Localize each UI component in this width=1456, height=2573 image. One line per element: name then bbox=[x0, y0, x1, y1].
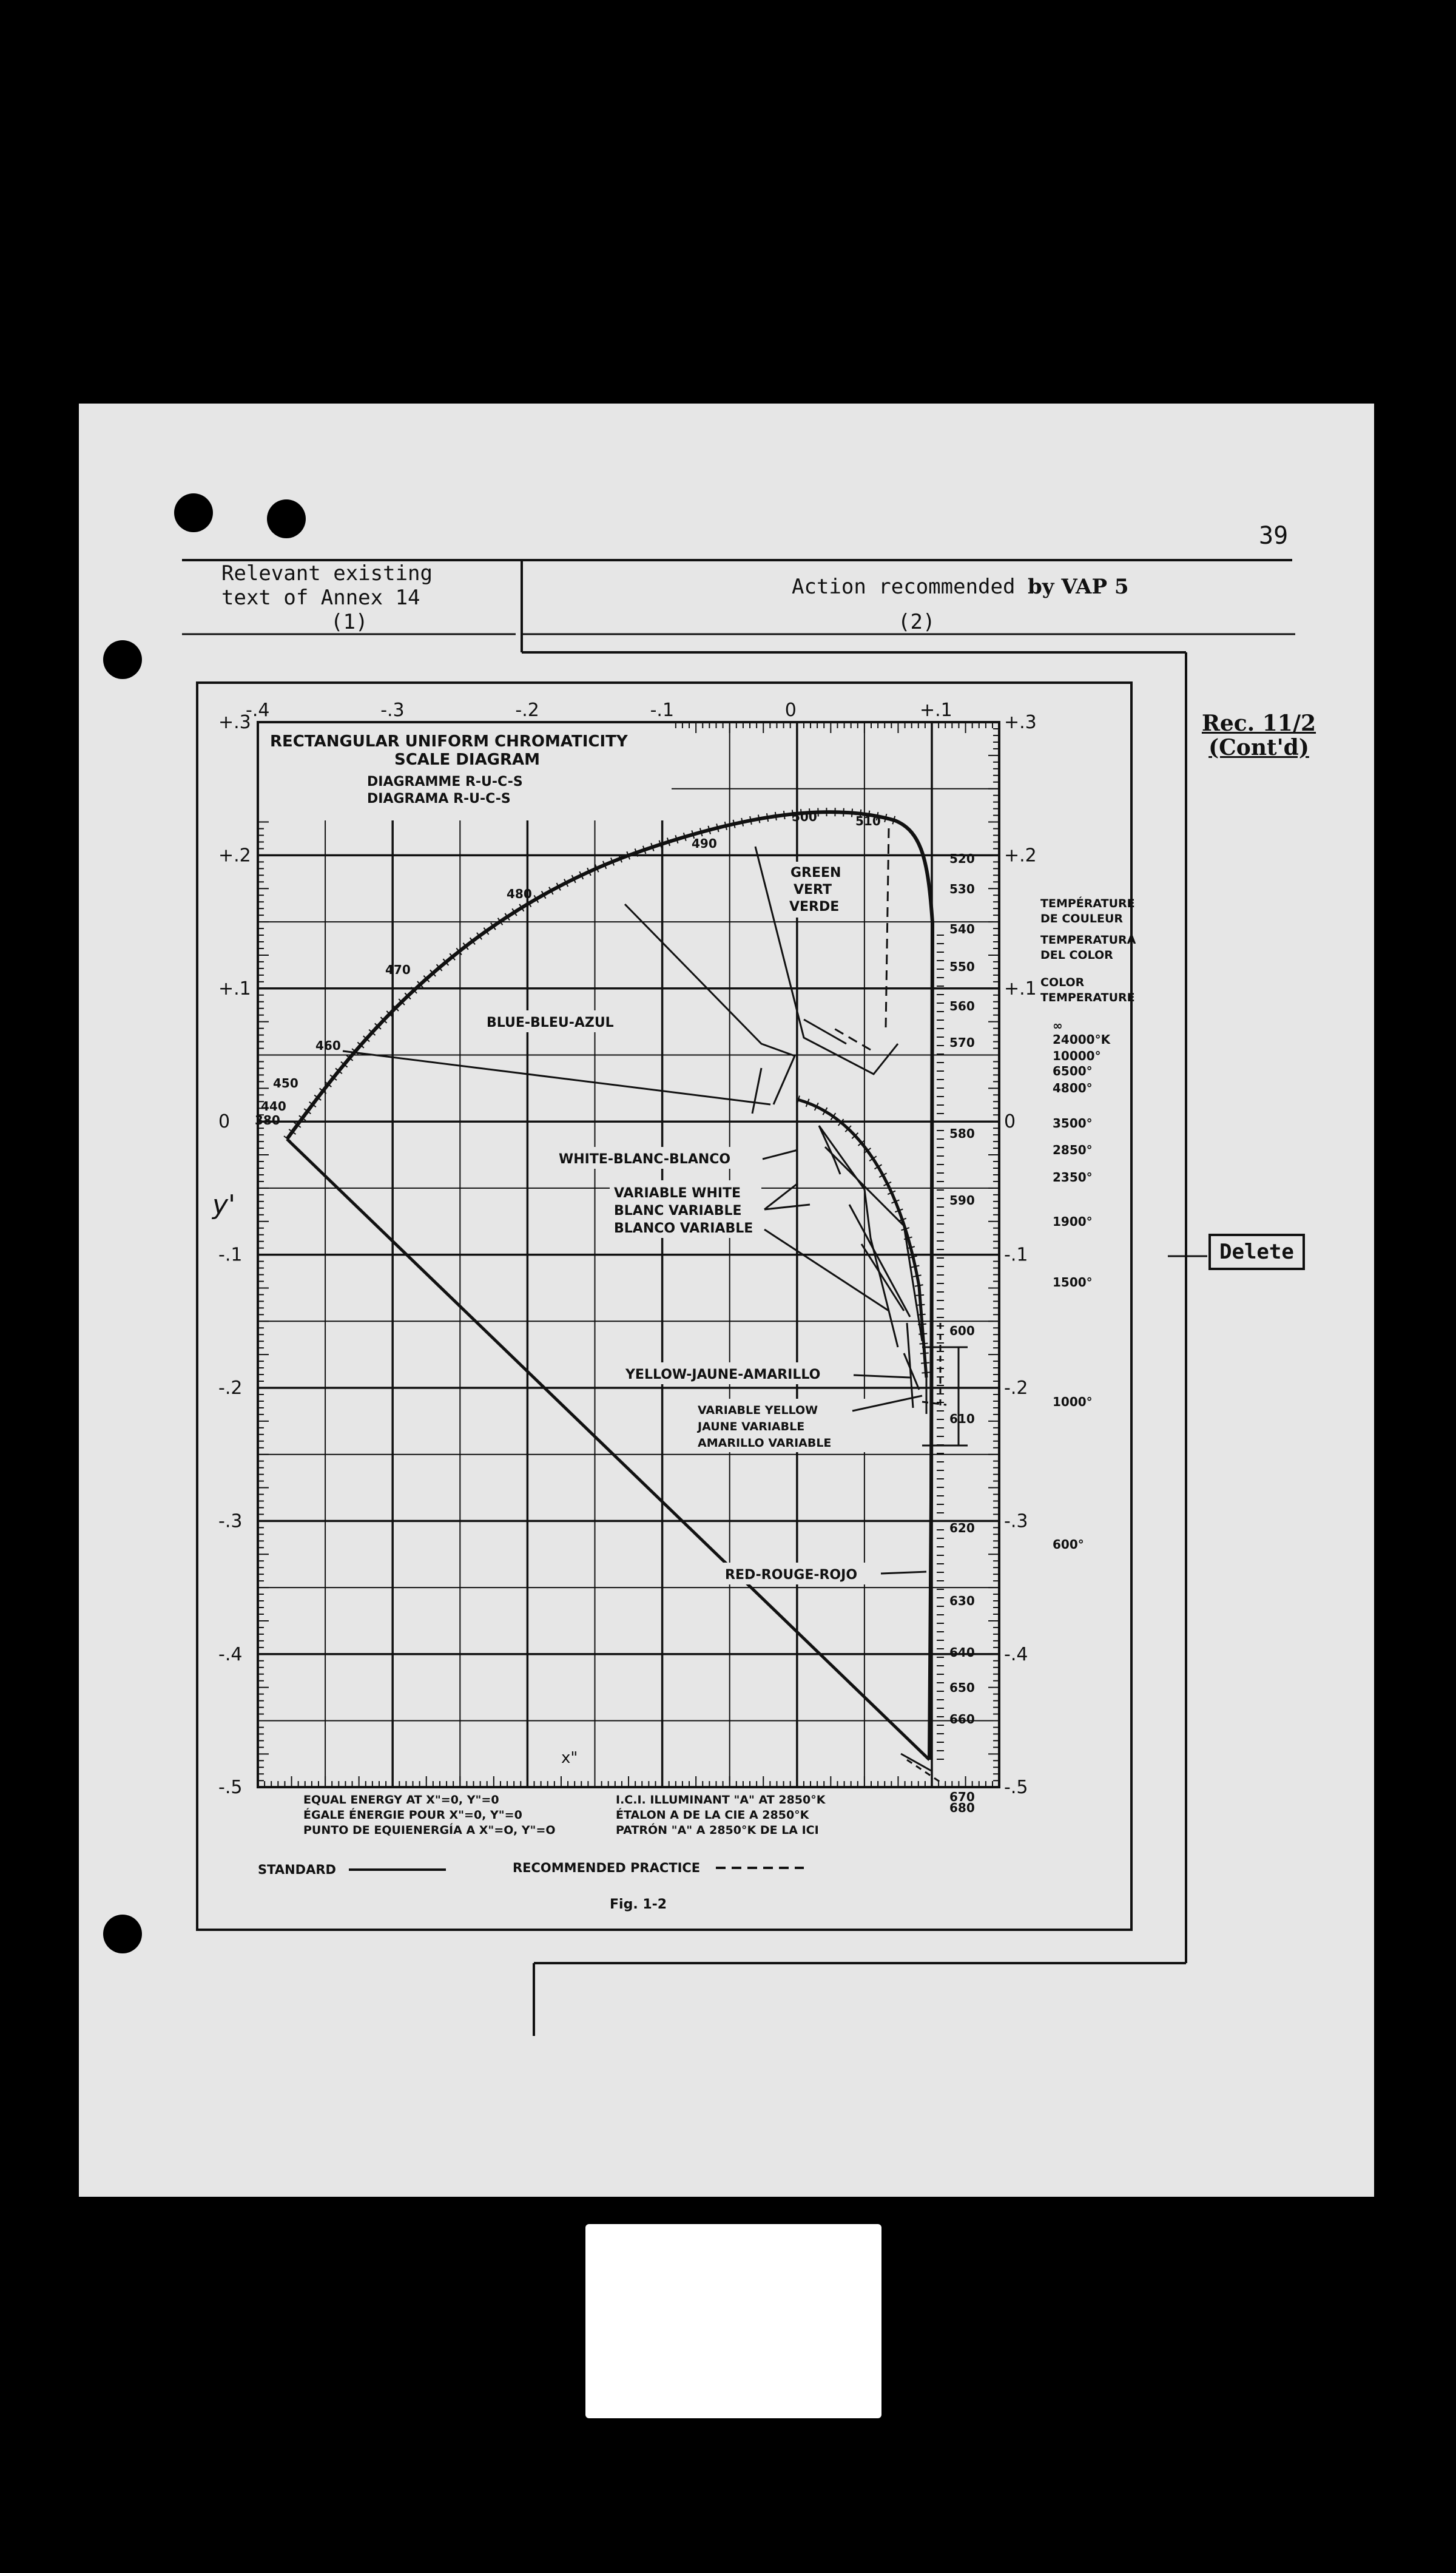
equal-energy-line: EQUAL ENERGY AT X"=0, Y"=0 bbox=[303, 1793, 499, 1807]
color-temp-value: 4800° bbox=[1053, 1081, 1093, 1095]
red-leader bbox=[881, 1572, 926, 1574]
diagram-title-es: DIAGRAMA R-U-C-S bbox=[367, 791, 511, 806]
diagram-title-line1: RECTANGULAR UNIFORM CHROMATICITY bbox=[270, 732, 628, 751]
y-tick-label-right: +.2 bbox=[1004, 845, 1037, 867]
label-variable-white-fr: BLANC VARIABLE bbox=[614, 1203, 742, 1219]
x-tick-labels bbox=[246, 700, 952, 721]
y-tick-label-left: -.2 bbox=[218, 1378, 243, 1399]
wavelength-label: 620 bbox=[949, 1521, 975, 1535]
wavelength-label: 550 bbox=[949, 959, 975, 974]
color-temperature-values bbox=[1053, 1018, 1111, 1552]
y-tick-label-right: -.3 bbox=[1004, 1510, 1028, 1532]
color-temp-value: 2350° bbox=[1053, 1170, 1093, 1185]
wavelength-label: 460 bbox=[315, 1038, 341, 1053]
x-tick-label: +.1 bbox=[920, 700, 952, 721]
color-temp-value: 3500° bbox=[1053, 1116, 1093, 1131]
wavelength-label: 600 bbox=[949, 1324, 975, 1338]
y-tick-label-left: -.5 bbox=[218, 1777, 243, 1799]
y-tick-label-left: 0 bbox=[218, 1111, 231, 1133]
wavelength-label: 530 bbox=[949, 882, 975, 896]
label-variable-white-es: BLANCO VARIABLE bbox=[614, 1221, 753, 1236]
header-left bbox=[221, 561, 433, 610]
spectrum-locus bbox=[287, 812, 932, 1760]
y-tick-label-left: +.3 bbox=[218, 712, 251, 733]
label-variable-yellow-es: AMARILLO VARIABLE bbox=[698, 1436, 832, 1450]
color-temperature-title bbox=[1040, 896, 1136, 1004]
y-tick-label-right: -.2 bbox=[1004, 1378, 1028, 1399]
color-temp-value: 1500° bbox=[1053, 1275, 1093, 1290]
label-white: WHITE-BLANC-BLANCO bbox=[559, 1152, 731, 1167]
wavelength-label: 500 bbox=[792, 810, 817, 824]
wavelength-label: 660 bbox=[949, 1712, 975, 1726]
x-tick-label: -.4 bbox=[246, 700, 270, 721]
document-page bbox=[79, 404, 1374, 2197]
wavelength-label: 580 bbox=[949, 1126, 975, 1141]
legend-recommended-label: RECOMMENDED PRACTICE bbox=[513, 1861, 701, 1875]
color-temp-title-line: DE COULEUR bbox=[1040, 912, 1124, 925]
wavelength-label: 520 bbox=[949, 851, 975, 866]
label-variable-yellow: VARIABLE YELLOW bbox=[698, 1404, 818, 1417]
color-temp-value: 6500° bbox=[1053, 1064, 1093, 1078]
x-tick-label: -.1 bbox=[650, 700, 675, 721]
y-tick-labels-left bbox=[218, 712, 251, 1798]
blank-box bbox=[585, 2224, 881, 2418]
wavelength-label: 610 bbox=[949, 1412, 975, 1426]
x-axis-label: x" bbox=[561, 1749, 578, 1767]
label-variable-yellow-fr: JAUNE VARIABLE bbox=[698, 1420, 805, 1433]
color-temp-title-line: COLOR bbox=[1040, 976, 1085, 989]
color-temp-title-line: DEL COLOR bbox=[1040, 948, 1113, 962]
equal-energy-note bbox=[303, 1793, 556, 1837]
y-tick-labels-right bbox=[1004, 712, 1037, 1798]
header-right-col: (2) bbox=[898, 610, 935, 634]
illuminant-line: PATRÓN "A" A 2850°K DE LA ICI bbox=[616, 1824, 819, 1837]
x-tick-label: 0 bbox=[784, 700, 797, 721]
wavelength-label: 470 bbox=[385, 962, 411, 977]
page-number: 39 bbox=[1259, 522, 1289, 550]
wavelength-label: 510 bbox=[855, 814, 881, 828]
label-green: GREEN bbox=[790, 865, 841, 881]
color-temp-value: 1000° bbox=[1053, 1395, 1093, 1409]
white-leader bbox=[763, 1150, 798, 1159]
color-temp-title-line: TEMPERATURE bbox=[1040, 991, 1135, 1004]
figure-caption: Fig. 1-2 bbox=[610, 1897, 667, 1912]
y-tick-label-left: -.3 bbox=[218, 1510, 243, 1532]
y-tick-label-right: +.3 bbox=[1004, 712, 1037, 733]
label-green-fr: VERT bbox=[794, 882, 832, 898]
x-tick-label: -.2 bbox=[515, 700, 539, 721]
header-right-main: Action recommended bbox=[792, 575, 1016, 599]
color-temp-value: ∞ bbox=[1053, 1018, 1063, 1033]
wavelength-label: 570 bbox=[949, 1035, 975, 1050]
header-left-line1: Relevant existing bbox=[221, 561, 433, 586]
illuminant-line: ÉTALON A DE LA CIE A 2850°K bbox=[616, 1808, 809, 1822]
equal-energy-line: PUNTO DE EQUIENERGÍA A X"=O, Y"=O bbox=[303, 1824, 556, 1837]
label-blue: BLUE-BLEU-AZUL bbox=[487, 1015, 614, 1030]
chromaticity-figure bbox=[191, 680, 1138, 1936]
illuminant-line: I.C.I. ILLUMINANT "A" AT 2850°K bbox=[616, 1793, 826, 1807]
header-right-suffix: by VAP 5 bbox=[1027, 575, 1129, 599]
rec-ref-line2: (Cont'd) bbox=[1208, 735, 1309, 760]
y-axis-label: y' bbox=[212, 1189, 236, 1220]
wavelength-label: 640 bbox=[949, 1645, 975, 1660]
color-temp-title-line: TEMPERATURA bbox=[1040, 933, 1136, 947]
color-temp-title-line: TEMPÉRATURE bbox=[1040, 897, 1135, 910]
wavelength-label: 540 bbox=[949, 922, 975, 936]
header-right bbox=[792, 575, 1129, 599]
wavelength-label: 680 bbox=[949, 1800, 975, 1815]
wavelength-label: 480 bbox=[507, 887, 532, 901]
y-tick-label-right: -.1 bbox=[1004, 1244, 1028, 1266]
y-tick-label-left: -.1 bbox=[218, 1244, 243, 1266]
label-red: RED-ROUGE-ROJO bbox=[725, 1567, 858, 1583]
wavelength-label: 450 bbox=[273, 1076, 298, 1090]
wavelength-label: 440 bbox=[261, 1099, 286, 1114]
legend-standard-label: STANDARD bbox=[258, 1862, 336, 1877]
label-yellow: YELLOW-JAUNE-AMARILLO bbox=[625, 1367, 821, 1382]
diagram-title-fr: DIAGRAMME R-U-C-S bbox=[367, 774, 523, 789]
wavelength-label: 490 bbox=[692, 836, 717, 851]
y-tick-label-right: +.1 bbox=[1004, 978, 1037, 999]
wavelength-labels bbox=[255, 810, 975, 1815]
delete-box: Delete bbox=[1208, 1234, 1305, 1270]
locus-ticks bbox=[287, 812, 895, 1139]
diagram-title-line2: SCALE DIAGRAM bbox=[394, 751, 541, 769]
color-temp-value: 600° bbox=[1053, 1537, 1084, 1552]
y-tick-label-left: +.1 bbox=[218, 978, 251, 999]
y-tick-label-left: +.2 bbox=[218, 845, 251, 867]
wavelength-label: 650 bbox=[949, 1680, 975, 1695]
y-tick-label-right: -.5 bbox=[1004, 1777, 1028, 1799]
wavelength-label: 560 bbox=[949, 999, 975, 1013]
rec-ref-line1: Rec. 11/2 bbox=[1201, 711, 1316, 736]
yellow-leader bbox=[854, 1375, 910, 1378]
var-white-leader-2 bbox=[764, 1205, 810, 1209]
y-tick-label-left: -.4 bbox=[218, 1643, 243, 1665]
color-temp-value: 24000°K bbox=[1053, 1032, 1111, 1047]
x-tick-label: -.3 bbox=[380, 700, 405, 721]
label-variable-white: VARIABLE WHITE bbox=[614, 1186, 741, 1201]
color-temp-value: 1900° bbox=[1053, 1214, 1093, 1229]
wavelength-label: 630 bbox=[949, 1594, 975, 1608]
y-tick-label-right: -.4 bbox=[1004, 1643, 1028, 1665]
color-temp-value: 10000° bbox=[1053, 1049, 1101, 1063]
header-left-line2: text of Annex 14 bbox=[221, 586, 420, 610]
wavelength-label: 380 bbox=[255, 1113, 280, 1128]
illuminant-a-note bbox=[616, 1793, 826, 1837]
wavelength-label: 590 bbox=[949, 1193, 975, 1208]
header-left-col: (1) bbox=[331, 610, 368, 634]
equal-energy-line: ÉGALE ÉNERGIE POUR X"=0, Y"=0 bbox=[303, 1808, 522, 1822]
label-green-es: VERDE bbox=[789, 899, 840, 915]
color-temp-value: 2850° bbox=[1053, 1143, 1093, 1157]
figure-frame bbox=[197, 683, 1131, 1930]
rec-reference bbox=[1195, 711, 1323, 760]
wavelength-label: 670 bbox=[949, 1790, 975, 1804]
y-tick-label-right: 0 bbox=[1004, 1111, 1016, 1133]
